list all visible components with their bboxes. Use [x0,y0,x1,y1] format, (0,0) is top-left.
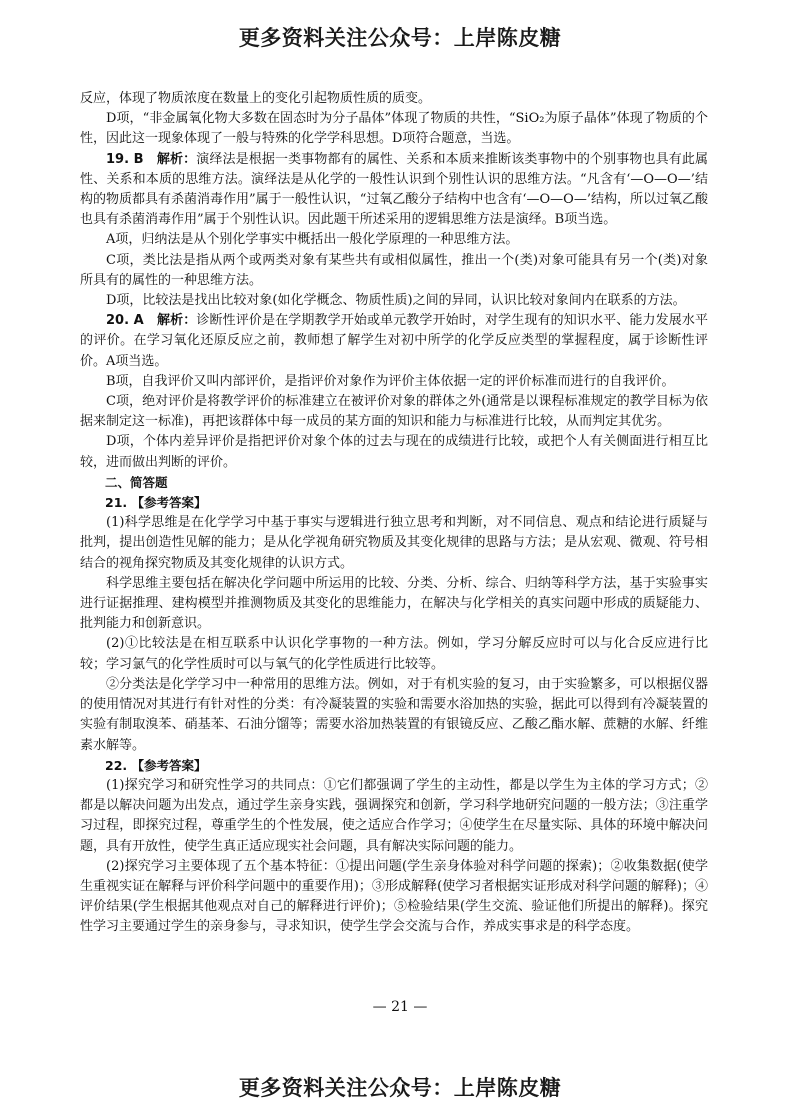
page-number: — 21 — [372,999,428,1015]
answer-text: 演绎法是根据一类事物都有的属性、关系和本质来推断该类事物中的个别事物也具有此属性、关系和本质的思维方法。演绎法是从化学的一般性认识到个别性认识的思维方法。“凡含有‘—O—O—’结构的物质都具有杀菌消毒作用”属于一般性认识，“过氧乙酸分子结构中也含有‘—O—O—’结构，所以过氧乙酸也具有杀菌消毒作用”属于个别性认识。因此题干所述采用的逻辑思维方法是演绎。B项当选。 [80,151,708,228]
question-20-answer [80,311,708,372]
paragraph: 科学思维主要包括在解决化学问题中所运用的比较、分类、分析、综合、归纳等科学方法，基于实验事实进行证据推理、建构模型并推测物质及其变化的思维能力，在解决与化学相关的真实问题中形成的质疑能力、批判能力和创新意识。 [80,575,708,632]
header-banner: 更多资料关注公众号：上岸陈皮糖 [238,26,562,50]
paragraph: D项，个体内差异评价是指把评价对象个体的过去与现在的成绩进行比较，或把个人有关侧面进行相互比较，进而做出判断的评价。 [80,434,708,470]
paragraph: D项，“非金属氧化物大多数在固态时为分子晶体”体现了物质的共性，“SiO₂为原子晶体”体现了物质的个性，因此这一现象体现了一般与特殊的化学学科思想。D项符合题意，当选。 [80,111,708,147]
paragraph: (1)科学思维是在化学学习中基于事实与逻辑进行独立思考和判断，对不同信息、观点和结论进行质疑与批判，提出创造性见解的能力；是从化学视角研究物质及其变化规律的思路与方法；是从宏观、微观、符号相结合的视角探究物质及其变化规律的认识方式。 [80,515,708,571]
paragraph: D项，比较法是找出比较对象(如化学概念、物质性质)之间的异同，认识比较对象间内在联系的方法。 [106,293,686,309]
paragraph: 反应，体现了物质浓度在数量上的变化引起物质性质的质变。 [80,91,432,106]
question-21-label: 21. 【参考答案】 [105,495,207,511]
paragraph: ②分类法是化学学习中一种常用的思维方法。例如，对于有机实验的复习，由于实验繁多，可以根据仪器的使用情况对其进行有针对性的分类：有冷凝装置的实验和需要水浴加热的实验，据此可以得到有冷凝装置的实验有制取溴苯、硝基苯、石油分馏等；需要水浴加热装置的有银镜反应、乙酸乙酯水解、蔗糖的水解、纤维素水解等。 [80,676,708,753]
answer-label: 20. A 解析： [106,313,197,329]
section-heading: 二、简答题 [105,474,168,490]
answer-label: 19. B 解析： [106,151,197,167]
page-content [80,89,708,938]
paragraph: C项，绝对评价是将教学评价的标准建立在被评价对象的群体之外(通常是以课程标准规定的教学目标为依据来制定这一标准)，再把该群体中每一成员的某方面的知识和能力与标准进行比较，从而判定其优劣。 [80,394,708,430]
answer-text: 诊断性评价是在学期教学开始或单元教学开始时，对学生现有的知识水平、能力发展水平的评价。在学习氧化还原反应之前，教师想了解学生对初中所学的化学反应类型的掌握程度，属于诊断性评价。A项当选。 [80,313,708,369]
paragraph: C项，类比法是指从两个或两类对象有某些共有或相似属性，推出一个(类)对象可能具有另一个(类)对象所具有的属性的一种思维方法。 [80,252,708,288]
paragraph: B项，自我评价又叫内部评价，是指评价对象作为评价主体依据一定的评价标准而进行的自我评价。 [106,373,675,389]
paragraph: (2)探究学习主要体现了五个基本特征：①提出问题(学生亲身体验对科学问题的探索)；②收集数据(使学生重视实证在解释与评价科学问题中的重要作用)；③形成解释(使学习者根据实证形成对科学问题的解释)；④评价结果(学生根据其他观点对自己的解释进行评价)；⑤检验结果(学生交流、验证他们所提出的解释)。探究性学习主要通过学生的亲身参与，寻求知识，使学生学会交流与合作，养成实事求是的科学态度。 [80,858,708,935]
footer-banner: 更多资料关注公众号：上岸陈皮糖 [238,1076,562,1100]
question-19-answer [80,150,708,231]
paragraph: (1)探究学习和研究性学习的共同点：①它们都强调了学生的主动性，都是以学生为主体的学习方式；②都是以解决问题为出发点，通过学生亲身实践，强调探究和创新，学习科学地研究问题的一般方法；③注重学习过程，即探究过程，尊重学生的个性发展，使之适应合作学习；④使学生在尽量实际、具体的环境中解决问题，具有开放性，使学生真正适应现实社会问题，具有解决实际问题的能力。 [80,777,708,854]
paragraph: A项，归纳法是从个别化学事实中概括出一般化学原理的一种思维方法。 [106,232,519,248]
question-22-label: 22. 【参考答案】 [105,757,207,773]
paragraph: (2)①比较法是在相互联系中认识化学事物的一种方法。例如，学习分解反应时可以与化合反应进行比较；学习氯气的化学性质时可以与氧气的化学性质进行比较等。 [80,636,708,672]
